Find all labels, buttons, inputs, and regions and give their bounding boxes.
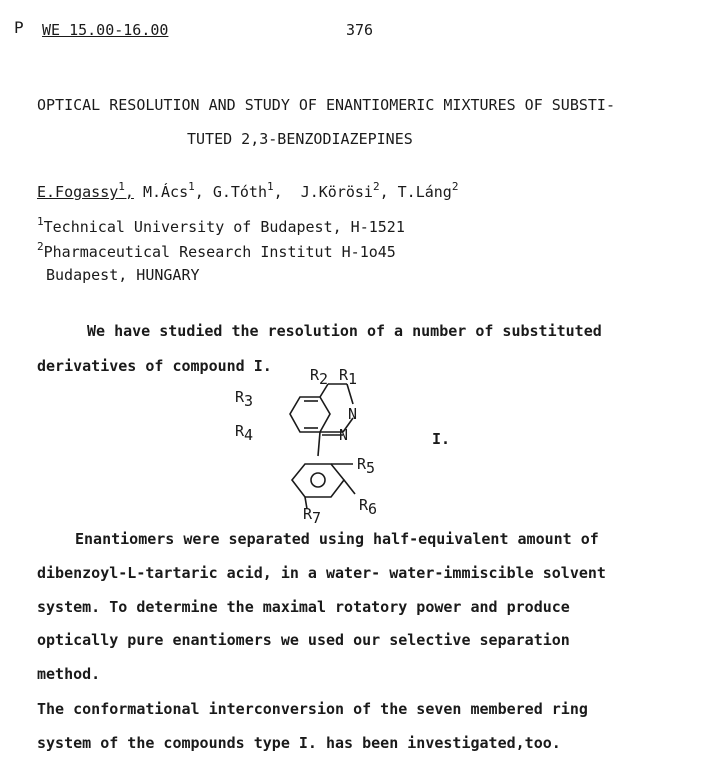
r4-label: R4 [235,422,254,444]
nitrogen-3-label: N [339,426,349,444]
author-2: M.Ács$^1$, [142,180,204,201]
author-3: G.Tóth$^1$, [212,180,283,201]
paragraph-2-line-3: system. To determine the maximal rotatory power and produce [37,598,570,616]
author-list [37,180,458,201]
paragraph-2-line-2: dibenzoyl-L-tartaric acid, in a water- water-immiscible solvent [37,564,606,582]
affiliation-2: $^2$Pharmaceutical Research Institut H-1o45 [37,240,396,261]
r3-label: R3 [235,388,254,410]
r1-label: R1 [339,366,358,388]
paragraph-1-line-1: We have studied the resolution of a number of substituted [87,322,602,340]
author-5: T.Láng$^2$ [397,180,459,201]
title-line-2: TUTED 2,3-BENZODIAZEPINES [187,130,413,148]
session-letter: P [14,18,24,37]
title-line-1: OPTICAL RESOLUTION AND STUDY OF ENANTIOMERIC MIXTURES OF SUBSTI- [37,96,615,114]
affiliation-3: Budapest, HUNGARY [46,266,200,284]
paragraph-3-line-1: The conformational interconversion of the seven membered ring [37,700,588,718]
author-4: J.Körösi$^2$, [300,180,389,201]
r7-label: R7 [303,505,322,527]
affiliation-1: $^1$Technical University of Budapest, H-1521 [37,215,405,236]
nitrogen-2-label: N [348,405,358,423]
compound-label: I. [432,430,451,448]
paragraph-2-line-4: optically pure enantiomers we used our selective separation [37,631,570,649]
paragraph-2-line-5: method. [37,665,101,683]
r6-label: R6 [359,496,378,518]
page-number: 376 [346,21,374,39]
author-1: E.Fogassy$^1$, [37,180,134,201]
benzodiazepine-structure [225,362,465,527]
paragraph-3-line-2: system of the compounds type I. has been investigated,too. [37,734,561,752]
r5-label: R5 [357,455,376,477]
session-time: WE 15.00-16.00 [42,21,169,39]
r2-label: R2 [310,366,329,388]
paragraph-2-line-1: Enantiomers were separated using half-equivalent amount of [75,530,599,548]
paragraph-1-line-2: derivatives of compound I. [37,357,272,375]
